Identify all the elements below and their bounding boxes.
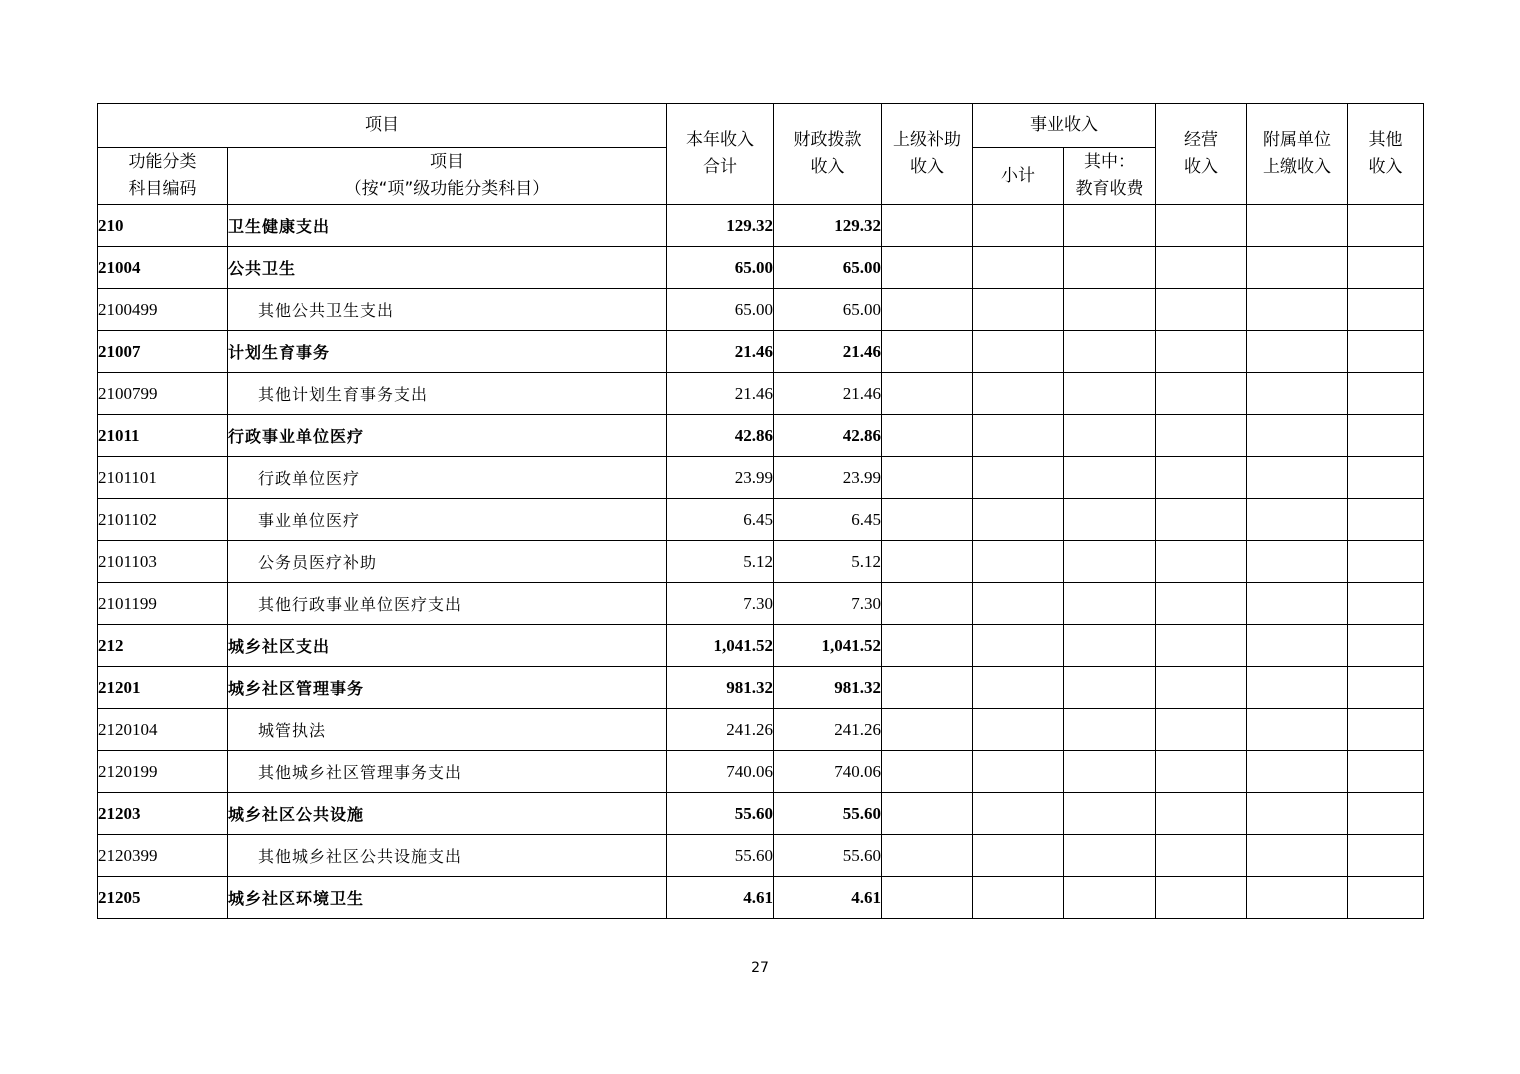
- row-total: 6.45: [667, 499, 774, 541]
- empty-cell: [882, 499, 973, 541]
- empty-cell: [1247, 583, 1348, 625]
- empty-cell: [1348, 415, 1424, 457]
- empty-cell: [1156, 793, 1247, 835]
- table-row: [98, 289, 1424, 331]
- row-fiscal: 7.30: [774, 583, 882, 625]
- empty-cell: [973, 415, 1064, 457]
- row-code: 2120399: [98, 835, 228, 877]
- empty-cell: [973, 373, 1064, 415]
- table-row: [98, 205, 1424, 247]
- header-code: 功能分类 科目编码: [98, 148, 228, 205]
- empty-cell: [1247, 625, 1348, 667]
- empty-cell: [882, 793, 973, 835]
- row-code: 2101103: [98, 541, 228, 583]
- table-row: [98, 415, 1424, 457]
- table-row: [98, 457, 1424, 499]
- row-name: 事业单位医疗: [228, 499, 667, 541]
- row-code: 2120199: [98, 751, 228, 793]
- empty-cell: [1064, 499, 1156, 541]
- table-row: [98, 667, 1424, 709]
- empty-cell: [1064, 709, 1156, 751]
- empty-cell: [1156, 205, 1247, 247]
- header-business: 事业收入: [973, 104, 1156, 148]
- row-name: 计划生育事务: [228, 331, 667, 373]
- row-code: 21205: [98, 877, 228, 919]
- empty-cell: [882, 583, 973, 625]
- row-fiscal: 5.12: [774, 541, 882, 583]
- row-code: 210: [98, 205, 228, 247]
- empty-cell: [973, 583, 1064, 625]
- row-code: 2101101: [98, 457, 228, 499]
- empty-cell: [1156, 373, 1247, 415]
- row-fiscal: 55.60: [774, 793, 882, 835]
- table-row: [98, 709, 1424, 751]
- empty-cell: [882, 751, 973, 793]
- row-code: 21011: [98, 415, 228, 457]
- row-name: 卫生健康支出: [228, 205, 667, 247]
- empty-cell: [1348, 541, 1424, 583]
- empty-cell: [973, 541, 1064, 583]
- table-row: [98, 373, 1424, 415]
- row-total: 65.00: [667, 289, 774, 331]
- row-total: 55.60: [667, 793, 774, 835]
- row-fiscal: 42.86: [774, 415, 882, 457]
- empty-cell: [1348, 247, 1424, 289]
- empty-cell: [973, 667, 1064, 709]
- row-total: 129.32: [667, 205, 774, 247]
- row-name: 其他城乡社区管理事务支出: [228, 751, 667, 793]
- empty-cell: [973, 247, 1064, 289]
- table-row: [98, 331, 1424, 373]
- empty-cell: [1348, 457, 1424, 499]
- header-project: 项目: [98, 104, 667, 148]
- row-total: 42.86: [667, 415, 774, 457]
- row-fiscal: 740.06: [774, 751, 882, 793]
- table-row: [98, 583, 1424, 625]
- empty-cell: [1247, 877, 1348, 919]
- empty-cell: [1156, 583, 1247, 625]
- header-subtotal: 小计: [973, 148, 1064, 205]
- row-total: 1,041.52: [667, 625, 774, 667]
- empty-cell: [1156, 709, 1247, 751]
- empty-cell: [882, 877, 973, 919]
- row-fiscal: 4.61: [774, 877, 882, 919]
- row-name: 其他城乡社区公共设施支出: [228, 835, 667, 877]
- empty-cell: [1156, 289, 1247, 331]
- row-code: 21007: [98, 331, 228, 373]
- empty-cell: [1064, 331, 1156, 373]
- empty-cell: [882, 415, 973, 457]
- row-code: 21004: [98, 247, 228, 289]
- empty-cell: [1156, 625, 1247, 667]
- empty-cell: [1247, 793, 1348, 835]
- empty-cell: [1064, 289, 1156, 331]
- empty-cell: [1348, 205, 1424, 247]
- empty-cell: [1247, 415, 1348, 457]
- empty-cell: [1348, 583, 1424, 625]
- empty-cell: [1348, 289, 1424, 331]
- row-name: 公务员医疗补助: [228, 541, 667, 583]
- empty-cell: [1064, 793, 1156, 835]
- header-affiliated: 附属单位 上缴收入: [1247, 104, 1348, 205]
- empty-cell: [1247, 751, 1348, 793]
- empty-cell: [1156, 667, 1247, 709]
- empty-cell: [1247, 541, 1348, 583]
- row-code: 2101199: [98, 583, 228, 625]
- row-name: 其他计划生育事务支出: [228, 373, 667, 415]
- row-fiscal: 65.00: [774, 247, 882, 289]
- empty-cell: [1156, 835, 1247, 877]
- empty-cell: [973, 499, 1064, 541]
- row-name: 城乡社区公共设施: [228, 793, 667, 835]
- empty-cell: [1064, 541, 1156, 583]
- empty-cell: [882, 541, 973, 583]
- row-code: 21203: [98, 793, 228, 835]
- empty-cell: [1247, 205, 1348, 247]
- row-total: 21.46: [667, 331, 774, 373]
- empty-cell: [882, 457, 973, 499]
- empty-cell: [1064, 835, 1156, 877]
- empty-cell: [1247, 667, 1348, 709]
- row-fiscal: 6.45: [774, 499, 882, 541]
- empty-cell: [1064, 373, 1156, 415]
- table-row: [98, 751, 1424, 793]
- empty-cell: [1156, 415, 1247, 457]
- empty-cell: [973, 835, 1064, 877]
- empty-cell: [973, 751, 1064, 793]
- empty-cell: [1348, 877, 1424, 919]
- row-code: 212: [98, 625, 228, 667]
- row-name: 城乡社区环境卫生: [228, 877, 667, 919]
- row-total: 55.60: [667, 835, 774, 877]
- empty-cell: [1064, 457, 1156, 499]
- empty-cell: [882, 373, 973, 415]
- row-total: 740.06: [667, 751, 774, 793]
- header-operating: 经营 收入: [1156, 104, 1247, 205]
- empty-cell: [1064, 583, 1156, 625]
- empty-cell: [1348, 373, 1424, 415]
- empty-cell: [882, 289, 973, 331]
- row-total: 65.00: [667, 247, 774, 289]
- empty-cell: [1348, 835, 1424, 877]
- row-name: 行政事业单位医疗: [228, 415, 667, 457]
- empty-cell: [1064, 667, 1156, 709]
- empty-cell: [973, 457, 1064, 499]
- empty-cell: [973, 793, 1064, 835]
- table-row: [98, 835, 1424, 877]
- empty-cell: [1348, 499, 1424, 541]
- row-fiscal: 241.26: [774, 709, 882, 751]
- row-name: 其他行政事业单位医疗支出: [228, 583, 667, 625]
- header-superior: 上级补助 收入: [882, 104, 973, 205]
- row-name: 城乡社区管理事务: [228, 667, 667, 709]
- row-fiscal: 23.99: [774, 457, 882, 499]
- empty-cell: [973, 877, 1064, 919]
- empty-cell: [1247, 289, 1348, 331]
- empty-cell: [1247, 247, 1348, 289]
- empty-cell: [973, 331, 1064, 373]
- row-fiscal: 981.32: [774, 667, 882, 709]
- empty-cell: [882, 625, 973, 667]
- row-name: 城管执法: [228, 709, 667, 751]
- empty-cell: [1247, 499, 1348, 541]
- row-name: 行政单位医疗: [228, 457, 667, 499]
- row-code: 2120104: [98, 709, 228, 751]
- row-name: 城乡社区支出: [228, 625, 667, 667]
- header-edu: 其中： 教育收费: [1064, 148, 1156, 205]
- table-row: [98, 793, 1424, 835]
- empty-cell: [1156, 331, 1247, 373]
- empty-cell: [1064, 625, 1156, 667]
- empty-cell: [882, 709, 973, 751]
- row-total: 21.46: [667, 373, 774, 415]
- page-number: 27: [751, 960, 769, 976]
- table-body: [98, 205, 1424, 919]
- empty-cell: [1156, 247, 1247, 289]
- empty-cell: [1348, 625, 1424, 667]
- empty-cell: [1348, 751, 1424, 793]
- empty-cell: [1348, 709, 1424, 751]
- header-fiscal: 财政拨款 收入: [774, 104, 882, 205]
- row-total: 241.26: [667, 709, 774, 751]
- empty-cell: [1064, 247, 1156, 289]
- table-row: [98, 625, 1424, 667]
- row-fiscal: 129.32: [774, 205, 882, 247]
- row-code: 2100499: [98, 289, 228, 331]
- row-fiscal: 21.46: [774, 331, 882, 373]
- empty-cell: [1348, 793, 1424, 835]
- header-other: 其他 收入: [1348, 104, 1424, 205]
- header-total: 本年收入 合计: [667, 104, 774, 205]
- empty-cell: [1247, 835, 1348, 877]
- empty-cell: [1156, 541, 1247, 583]
- table-row: [98, 877, 1424, 919]
- row-total: 7.30: [667, 583, 774, 625]
- row-code: 21201: [98, 667, 228, 709]
- empty-cell: [882, 331, 973, 373]
- header-name: 项目 （按“项”级功能分类科目）: [228, 148, 667, 205]
- empty-cell: [1156, 457, 1247, 499]
- row-fiscal: 65.00: [774, 289, 882, 331]
- row-total: 23.99: [667, 457, 774, 499]
- empty-cell: [882, 835, 973, 877]
- empty-cell: [1247, 457, 1348, 499]
- empty-cell: [973, 625, 1064, 667]
- empty-cell: [1064, 415, 1156, 457]
- row-code: 2101102: [98, 499, 228, 541]
- row-code: 2100799: [98, 373, 228, 415]
- empty-cell: [1247, 331, 1348, 373]
- table-row: [98, 541, 1424, 583]
- row-fiscal: 1,041.52: [774, 625, 882, 667]
- empty-cell: [1064, 877, 1156, 919]
- empty-cell: [973, 709, 1064, 751]
- empty-cell: [882, 667, 973, 709]
- empty-cell: [1156, 877, 1247, 919]
- row-total: 4.61: [667, 877, 774, 919]
- row-fiscal: 21.46: [774, 373, 882, 415]
- row-total: 981.32: [667, 667, 774, 709]
- empty-cell: [1348, 667, 1424, 709]
- empty-cell: [1156, 751, 1247, 793]
- empty-cell: [882, 205, 973, 247]
- empty-cell: [1064, 205, 1156, 247]
- empty-cell: [973, 205, 1064, 247]
- empty-cell: [1247, 709, 1348, 751]
- empty-cell: [1348, 331, 1424, 373]
- empty-cell: [1156, 499, 1247, 541]
- row-fiscal: 55.60: [774, 835, 882, 877]
- empty-cell: [882, 247, 973, 289]
- row-name: 其他公共卫生支出: [228, 289, 667, 331]
- row-name: 公共卫生: [228, 247, 667, 289]
- budget-table: [97, 103, 1424, 919]
- empty-cell: [1247, 373, 1348, 415]
- table-row: [98, 247, 1424, 289]
- table-row: [98, 499, 1424, 541]
- row-total: 5.12: [667, 541, 774, 583]
- empty-cell: [1064, 751, 1156, 793]
- empty-cell: [973, 289, 1064, 331]
